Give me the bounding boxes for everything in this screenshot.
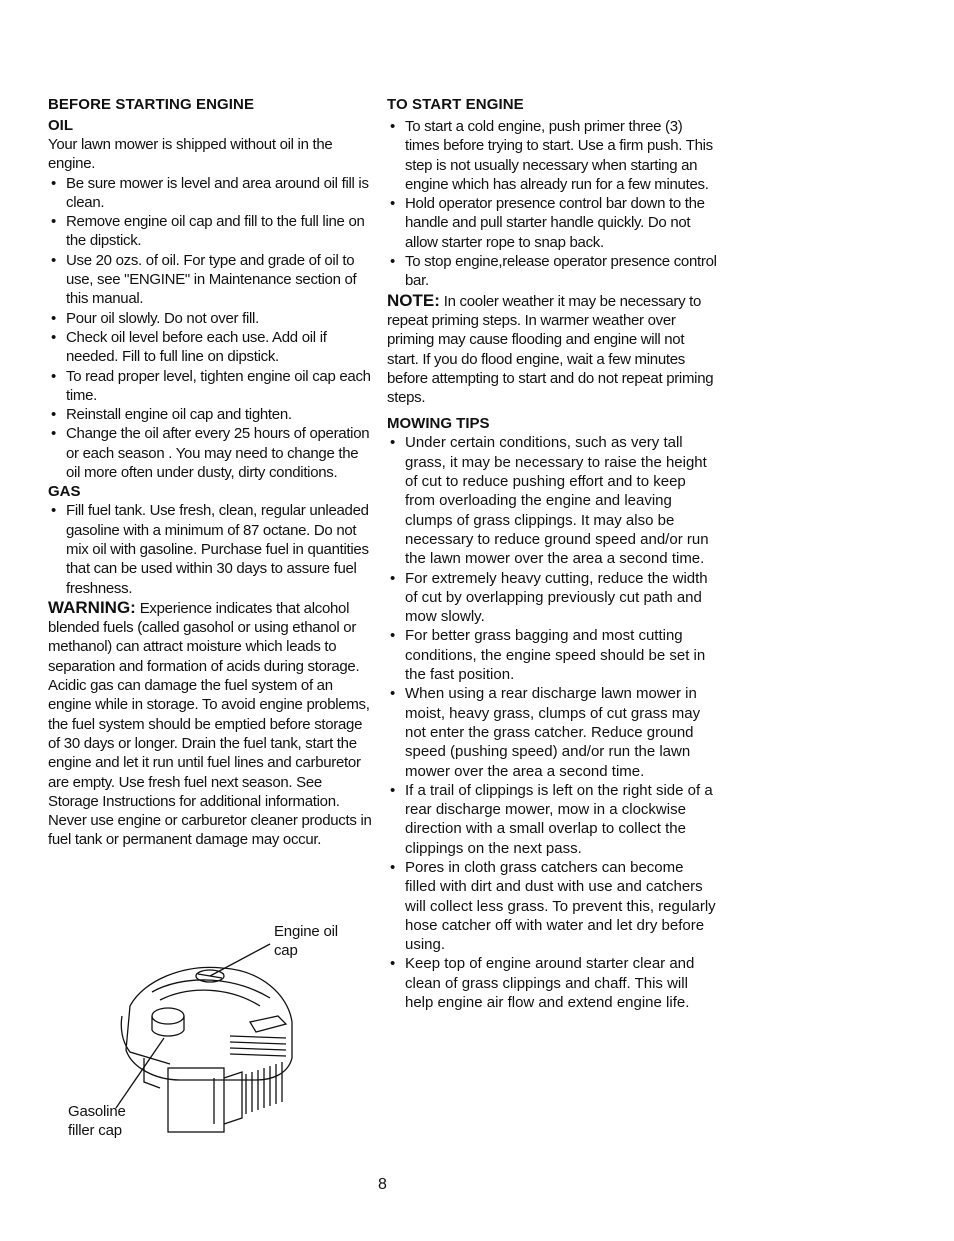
left-column xyxy=(48,96,372,850)
section-title: BEFORE STARTING ENGINE xyxy=(48,96,255,113)
right-column xyxy=(387,96,717,1012)
note-paragraph xyxy=(387,291,717,408)
note-text: In cooler weather it may be necessary to repeat priming steps. In warmer weather over priming may cause flooding and engine will not start. If you do flood engine, wait a few minutes before attempting to start and do not repeat priming steps. xyxy=(387,292,714,407)
warning-text: Experience indicates that alcohol blended fuels (called gasohol or using ethanol or methanol) can attract moisture which leads to separation and formation of acids during storage. Acidic gas can damage the fuel system of an engine while in storage. To avoid engine problems, the fuel system should be emptied before storage of 30 days or longer. Drain the fuel tank, start the engine and let it run until fuel lines and carburetor are empty. Use fresh fuel next season. See Storage Instructions for additional information. Never use engine or carburetor cleaner products in fuel tank or permanent damage may occur. xyxy=(48,599,372,849)
oil-intro: Your lawn mower is shipped without oil in the engine. xyxy=(48,136,333,173)
start-engine-heading: TO START ENGINE xyxy=(387,96,524,113)
gas-cap-leader-line xyxy=(116,1038,164,1108)
list-item: • Check oil level before each use. Add oil if needed. Fill to full line on dipstick. xyxy=(48,328,372,367)
gas-list xyxy=(48,501,372,597)
oil-heading: OIL xyxy=(48,117,73,134)
engine-oil-cap-label: Engine oil cap xyxy=(274,923,338,959)
list-item: • Reinstall engine oil cap and tighten. xyxy=(48,405,372,424)
engine-figure xyxy=(60,918,360,1148)
note-label: NOTE: xyxy=(387,290,440,310)
warning-label: WARNING: xyxy=(48,597,136,617)
base-fins xyxy=(246,1062,282,1114)
mowing-tips-heading: MOWING TIPS xyxy=(387,415,490,433)
oil-list xyxy=(48,174,372,483)
list-item: • Under certain conditions, such as very tall grass, it may be necessary to raise the height of cut to reduce pushing effort and to keep from overloading the engine and leaving clumps of grass clippings. It may also be necessary to reduce ground speed and/or run the lawn mower over the area a second time. xyxy=(387,433,717,568)
list-item: • Be sure mower is level and area around oil fill is clean. xyxy=(48,174,372,213)
list-item: • When using a rear discharge lawn mower in moist, heavy grass, clumps of cut grass may not enter the grass catcher. Reduce ground speed (pushing speed) and/or run the lawn mower over the area a second time. xyxy=(387,684,717,780)
list-item: • Pour oil slowly. Do not over fill. xyxy=(48,309,372,328)
list-item: • To start a cold engine, push primer three (3) times before trying to start. Use a firm push. This step is not usually necessary when starting an engine which has already run for a few minutes. xyxy=(387,117,717,194)
list-item: • Hold operator presence control bar down to the handle and pull starter handle quickly. Do not allow starter rope to snap back. xyxy=(387,194,717,252)
list-item: • For better grass bagging and most cutting conditions, the engine speed should be set in the fast position. xyxy=(387,626,717,684)
gas-heading: GAS xyxy=(48,483,81,501)
start-list xyxy=(387,117,717,291)
list-item: • Use 20 ozs. of oil. For type and grade of oil to use, see "ENGINE" in Maintenance section of this manual. xyxy=(48,251,372,309)
list-item: • Pores in cloth grass catchers can become filled with dirt and dust with use and catchers will collect less grass. To prevent this, regularly hose catcher off with water and let dry before using. xyxy=(387,858,717,954)
list-item: • To stop engine,release operator presence control bar. xyxy=(387,252,717,291)
list-item: • Keep top of engine around starter clear and clean of grass clippings and chaff. This will help engine air flow and extend engine life. xyxy=(387,954,717,1012)
mowing-list xyxy=(387,433,717,1012)
list-item: • Fill fuel tank. Use fresh, clean, regular unleaded gasoline with a minimum of 87 octane. Do not mix oil with gasoline. Purchase fuel in quantities that can be used within 30 days to assure fuel freshness. xyxy=(48,501,372,597)
list-item: • If a trail of clippings is left on the right side of a rear discharge mower, mow in a clockwise direction with a small overlap to collect the clippings on the next pass. xyxy=(387,781,717,858)
cooling-fins xyxy=(230,1036,286,1056)
warning-paragraph xyxy=(48,598,372,850)
list-item: • Change the oil after every 25 hours of operation or each season . You may need to change the oil more often under dusty, dirty conditions. xyxy=(48,424,372,482)
list-item: • To read proper level, tighten engine oil cap each time. xyxy=(48,367,372,406)
gasoline-filler-cap-label: Gasoline filler cap xyxy=(68,1103,126,1139)
list-item: • Remove engine oil cap and fill to the full line on the dipstick. xyxy=(48,212,372,251)
list-item: • For extremely heavy cutting, reduce the width of cut by overlapping previously cut path and mow slowly. xyxy=(387,569,717,627)
page-number: 8 xyxy=(378,1176,387,1193)
